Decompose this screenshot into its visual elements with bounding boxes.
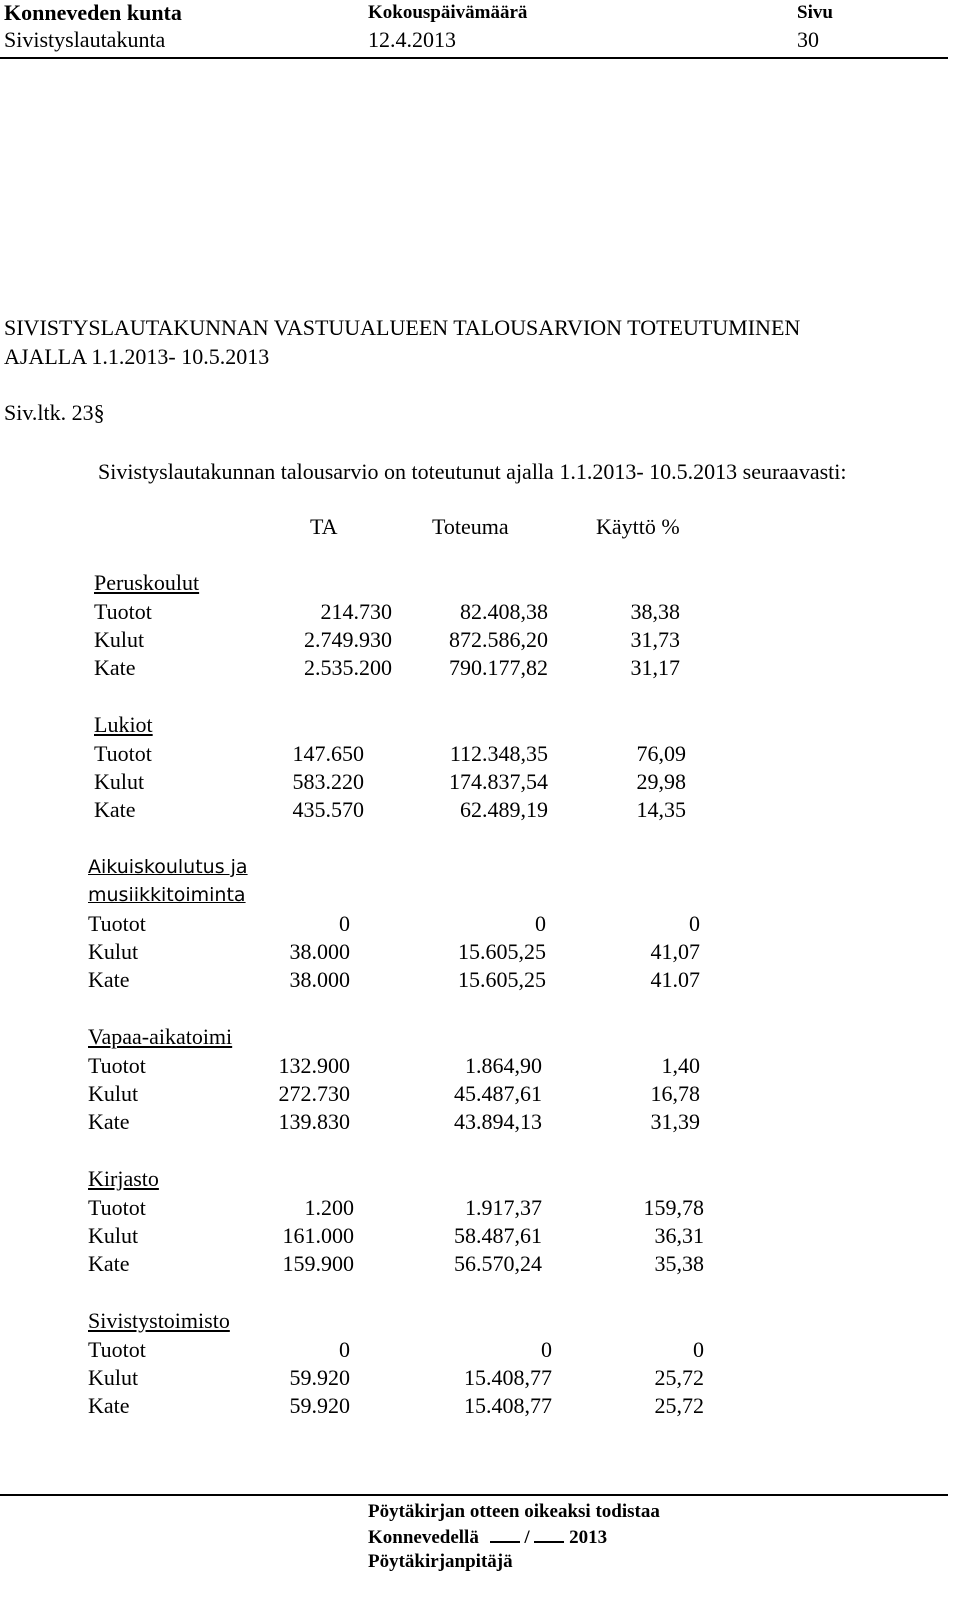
report-title-line1: SIVISTYSLAUTAKUNNAN VASTUUALUEEN TALOUSARVION TOTEUTUMINEN (4, 315, 801, 340)
ta-value: 583.220 (292, 769, 364, 794)
table-row (0, 598, 960, 626)
ta-value: 272.730 (278, 1081, 350, 1106)
table-row (0, 910, 960, 938)
col-header-toteuma: Toteuma (432, 514, 509, 539)
toteuma-value: 15.605,25 (458, 967, 546, 992)
toteuma-value: 0 (541, 1337, 552, 1362)
ta-value: 147.650 (292, 741, 364, 766)
kaytto-value: 35,38 (654, 1251, 704, 1276)
org-name: Konneveden kunta (4, 0, 182, 25)
footer-rule (0, 1494, 948, 1496)
toteuma-value: 58.487,61 (454, 1223, 542, 1248)
toteuma-value: 15.408,77 (464, 1393, 552, 1418)
row-label: Tuotot (88, 1053, 146, 1078)
place-name: Konnevedellä (368, 1527, 479, 1548)
intro-text: Sivistyslautakunnan talousarvio on toteutunut ajalla 1.1.2013- 10.5.2013 seuraavasti: (98, 459, 847, 484)
certify-text: Pöytäkirjan otteen oikeaksi todistaa (368, 1501, 660, 1522)
row-label: Kate (88, 1251, 130, 1276)
table-row (0, 654, 960, 682)
row-label: Kulut (88, 1223, 139, 1248)
ta-value: 59.920 (289, 1393, 350, 1418)
table-row (0, 1364, 960, 1392)
meeting-date: 12.4.2013 (368, 27, 456, 52)
month-blank (534, 1525, 564, 1543)
kaytto-value: 31,17 (630, 655, 680, 680)
table-row (0, 1108, 960, 1136)
table-row (0, 1250, 960, 1278)
toteuma-value: 45.487,61 (454, 1081, 542, 1106)
section-title: Kirjasto (88, 1166, 159, 1191)
toteuma-value: 15.605,25 (458, 939, 546, 964)
row-label: Tuotot (88, 911, 146, 936)
toteuma-value: 1.917,37 (465, 1195, 542, 1220)
kaytto-value: 159,78 (643, 1195, 704, 1220)
section-reference: Siv.ltk. 23§ (4, 400, 105, 425)
section-title: Vapaa-aikatoimi (88, 1024, 233, 1049)
section-title: Sivistystoimisto (88, 1308, 230, 1333)
kaytto-value: 36,31 (654, 1223, 704, 1248)
row-label: Tuotot (94, 741, 152, 766)
toteuma-value: 0 (535, 911, 546, 936)
ta-value: 0 (339, 911, 350, 936)
kaytto-value: 76,09 (636, 741, 686, 766)
row-label: Tuotot (94, 599, 152, 624)
report-title-line2: AJALLA 1.1.2013- 10.5.2013 (4, 344, 270, 369)
signer-title: Pöytäkirjanpitäjä (368, 1551, 513, 1572)
ta-value: 38.000 (289, 939, 350, 964)
toteuma-value: 174.837,54 (449, 769, 548, 794)
toteuma-value: 43.894,13 (454, 1109, 542, 1134)
row-label: Kate (88, 1109, 130, 1134)
ta-value: 159.900 (282, 1251, 354, 1276)
table-row (0, 1194, 960, 1222)
row-label: Kate (88, 1393, 130, 1418)
date-label: Kokouspäivämäärä (368, 2, 528, 23)
row-label: Kate (94, 797, 136, 822)
kaytto-value: 38,38 (630, 599, 680, 624)
table-row (0, 938, 960, 966)
ta-value: 214.730 (320, 599, 392, 624)
section-title: Lukiot (94, 712, 153, 737)
kaytto-value: 31,39 (650, 1109, 700, 1134)
row-label: Kulut (88, 1365, 139, 1390)
table-row (0, 1222, 960, 1250)
row-label: Kate (94, 655, 136, 680)
ta-value: 38.000 (289, 967, 350, 992)
ta-value: 1.200 (304, 1195, 354, 1220)
ta-value: 435.570 (292, 797, 364, 822)
kaytto-value: 14,35 (636, 797, 686, 822)
toteuma-value: 62.489,19 (460, 797, 548, 822)
kaytto-value: 0 (689, 911, 700, 936)
date-slash: / (524, 1527, 530, 1548)
col-header-ta: TA (310, 514, 338, 539)
ta-value: 139.830 (278, 1109, 350, 1134)
table-row (0, 626, 960, 654)
toteuma-value: 82.408,38 (460, 599, 548, 624)
section-title: Aikuiskoulutus ja (88, 856, 248, 878)
table-row (0, 1052, 960, 1080)
kaytto-value: 1,40 (661, 1053, 700, 1078)
kaytto-value: 41,07 (650, 939, 700, 964)
kaytto-value: 16,78 (650, 1081, 700, 1106)
row-label: Tuotot (88, 1337, 146, 1362)
kaytto-value: 25,72 (654, 1393, 704, 1418)
toteuma-value: 56.570,24 (454, 1251, 542, 1276)
toteuma-value: 112.348,35 (449, 741, 548, 766)
place-date-line (368, 1525, 607, 1550)
ta-value: 59.920 (289, 1365, 350, 1390)
ta-value: 132.900 (278, 1053, 350, 1078)
row-label: Kate (88, 967, 130, 992)
table-row (0, 740, 960, 768)
kaytto-value: 29,98 (636, 769, 686, 794)
table-row (0, 796, 960, 824)
ta-value: 0 (339, 1337, 350, 1362)
col-header-kaytto: Käyttö % (596, 514, 680, 539)
board-name: Sivistyslautakunta (4, 27, 166, 52)
toteuma-value: 872.586,20 (449, 627, 548, 652)
section-title-line2: musiikkitoiminta (88, 884, 246, 906)
page-label: Sivu (797, 2, 833, 23)
ta-value: 2.535.200 (304, 655, 392, 680)
toteuma-value: 1.864,90 (465, 1053, 542, 1078)
toteuma-value: 790.177,82 (449, 655, 548, 680)
table-row (0, 1392, 960, 1420)
toteuma-value: 15.408,77 (464, 1365, 552, 1390)
ta-value: 161.000 (282, 1223, 354, 1248)
table-row (0, 1080, 960, 1108)
table-row (0, 966, 960, 994)
footer-year: 2013 (569, 1527, 608, 1548)
table-row (0, 768, 960, 796)
day-blank (490, 1525, 520, 1543)
section-title: Peruskoulut (94, 570, 200, 595)
row-label: Tuotot (88, 1195, 146, 1220)
kaytto-value: 31,73 (630, 627, 680, 652)
ta-value: 2.749.930 (304, 627, 392, 652)
kaytto-value: 25,72 (654, 1365, 704, 1390)
kaytto-value: 41.07 (650, 967, 700, 992)
page-number: 30 (797, 27, 819, 52)
row-label: Kulut (88, 1081, 139, 1106)
row-label: Kulut (94, 769, 145, 794)
row-label: Kulut (94, 627, 145, 652)
header-rule (0, 57, 948, 59)
table-row (0, 1336, 960, 1364)
row-label: Kulut (88, 939, 139, 964)
kaytto-value: 0 (693, 1337, 704, 1362)
